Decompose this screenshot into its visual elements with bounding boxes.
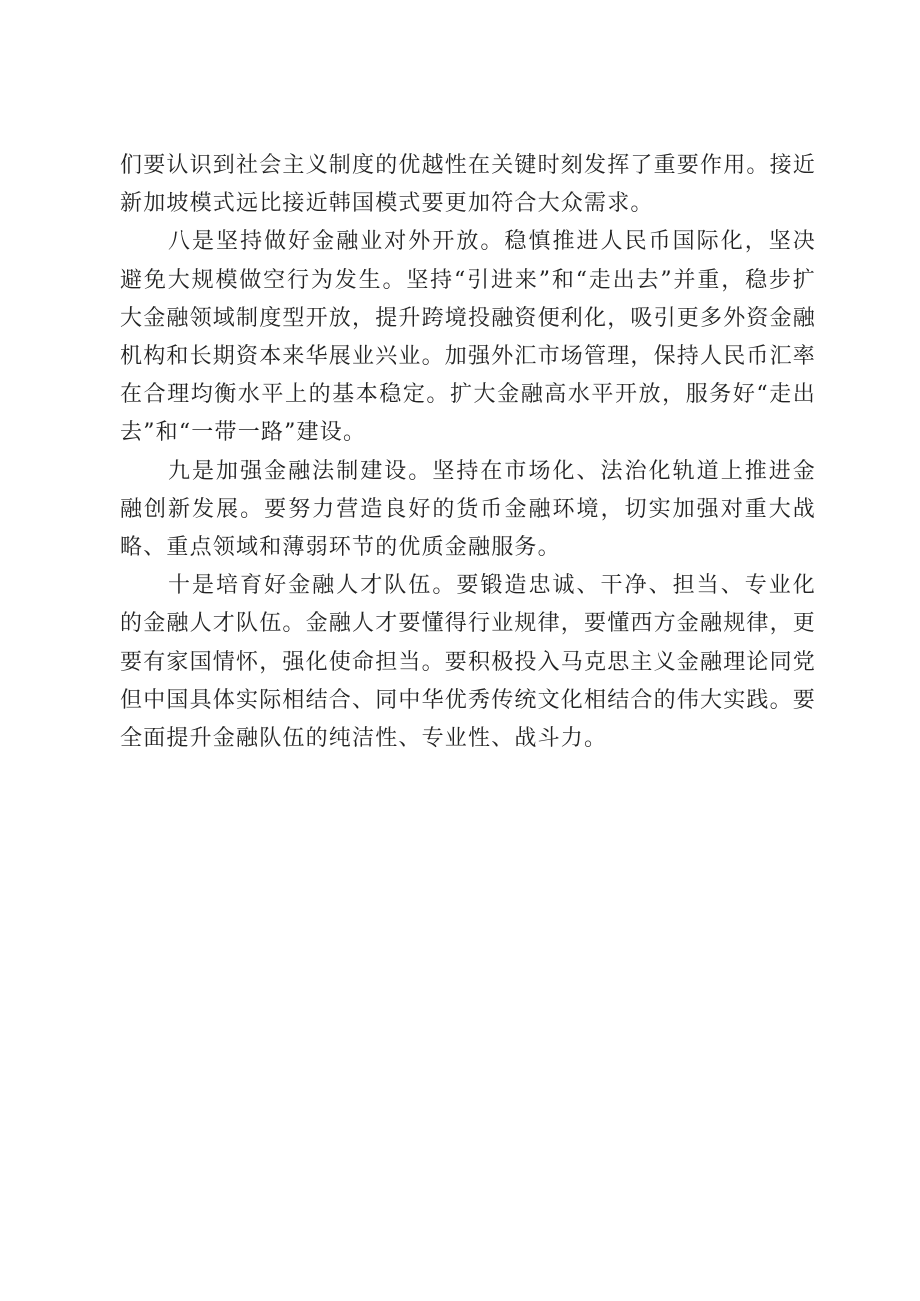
paragraph-eight-opening-up: 八是坚持做好金融业对外开放。稳慎推进人民币国际化，坚决避免大规模做空行为发生。坚持“引进来”和“走出去”并重，稳步扩大金融领域制度型开放，提升跨境投融资便利化，吸引更多外资金融机构和长期资本来华展业兴业。加强外汇市场管理，保持人民币汇率在合理均衡水平上的基本稳定。扩大金融高水平开放，服务好“走出去”和“一带一路”建设。 (120, 229, 817, 446)
paragraph-continuation: 们要认识到社会主义制度的优越性在关键时刻发挥了重要作用。接近新加坡模式远比接近韩国模式要更加符合大众需求。 (120, 153, 817, 217)
paragraph-ten-talent: 十是培育好金融人才队伍。要锻造忠诚、干净、担当、专业化的金融人才队伍。金融人才要懂得行业规律，要懂西方金融规律，更要有家国情怀，强化使命担当。要积极投入马克思主义金融理论同党但中国具体实际相结合、同中华优秀传统文化相结合的伟大实践。要全面提升金融队伍的纯洁性、专业性、战斗力。 (120, 573, 817, 752)
paragraph-nine-rule-of-law: 九是加强金融法制建设。坚持在市场化、法治化轨道上推进金融创新发展。要努力营造良好的货币金融环境，切实加强对重大战略、重点领域和薄弱环节的优质金融服务。 (120, 458, 816, 561)
document-body (120, 147, 816, 758)
